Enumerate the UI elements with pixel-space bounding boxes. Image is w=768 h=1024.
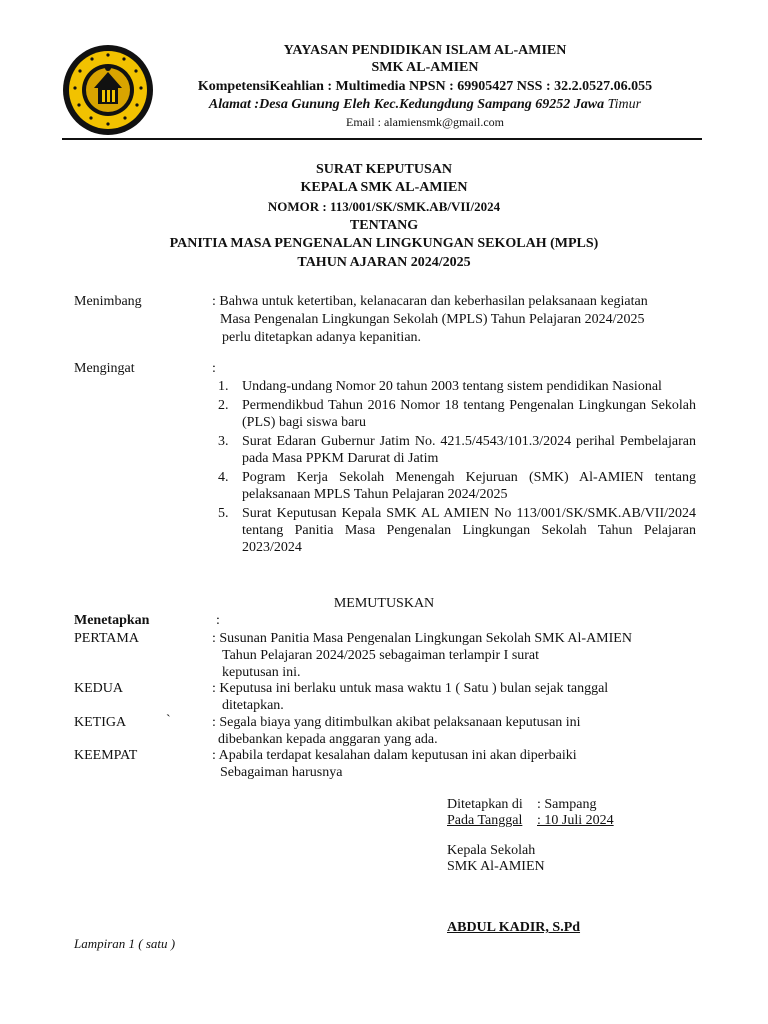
mengingat-colon: : <box>212 361 216 376</box>
ketiga-line1: : Segala biaya yang ditimbulkan akibat pelaksanaan keputusan ini <box>212 715 581 730</box>
title-about: TENTANG <box>349 218 419 233</box>
signer-role2: SMK Al-AMIEN <box>447 859 545 874</box>
date-value: : 10 Juli 2024 <box>537 813 614 828</box>
title-subject: PANITIA MASA PENGENALAN LINGKUNGAN SEKOLAH (MPLS) <box>169 236 599 251</box>
keempat-line2: Sebagaiman harusnya <box>220 765 343 780</box>
address-tail: Timur <box>607 97 642 112</box>
pertama-line3: keputusan ini. <box>222 665 301 680</box>
list-item: 5. Surat Keputusan Kepala SMK AL AMIEN No 113/001/SK/SMK.AB/VII/2024 tentang Panitia Masa Pengenalan Lingkungan Sekolah Tahun Pelajaran 2023/2024 <box>218 506 696 555</box>
menetapkan-label: Menetapkan <box>74 613 150 628</box>
pertama-label: PERTAMA <box>74 631 139 646</box>
letterhead-divider <box>62 138 702 140</box>
signer-name: ABDUL KADIR, S.Pd <box>447 920 581 935</box>
place-label: Ditetapkan di <box>447 797 523 812</box>
list-item: 1. Undang-undang Nomor 20 tahun 2003 tentang sistem pendidikan Nasional <box>218 379 662 394</box>
keempat-label: KEEMPAT <box>74 748 138 763</box>
ketiga-line2: dibebankan kepada anggaran yang ada. <box>218 732 438 747</box>
kedua-label: KEDUA <box>74 681 123 696</box>
list-item: 3. Surat Edaran Gubernur Jatim No. 421.5/4543/101.3/2024 perihal Pembelajaran pada Masa PPKM Darurat di Jatim <box>218 434 696 466</box>
keempat-line1: : Apabila terdapat kesalahan dalam keputusan ini akan diperbaiki <box>212 748 577 763</box>
title-year: TAHUN AJARAN 2024/2025 <box>297 255 471 270</box>
memutuskan-heading: MEMUTUSKAN <box>333 596 435 611</box>
menimbang-line1: : Bahwa untuk ketertiban, kelanacaran dan keberhasilan pelaksanaan kegiatan <box>212 294 648 309</box>
list-item: 2. Permendikbud Tahun 2016 Nomor 18 tentang Pengenalan Lingkungan Sekolah (PLS) bagi siswa baru <box>218 398 696 430</box>
attachment-note: Lampiran 1 ( satu ) <box>74 936 176 951</box>
address-italic: Alamat :Desa Gunung Eleh Kec.Kedungdung Sampang 69252 Jawa <box>208 97 605 112</box>
pertama-line1: : Susunan Panitia Masa Pengenalan Lingkungan Sekolah SMK Al-AMIEN <box>212 631 632 646</box>
title-line2: KEPALA SMK AL-AMIEN <box>300 180 468 195</box>
menimbang-label: Menimbang <box>74 294 142 309</box>
mengingat-list <box>218 378 696 558</box>
place-value: : Sampang <box>537 797 597 812</box>
menimbang-line3: perlu ditetapkan adanya kepanitian. <box>222 330 422 345</box>
title-line1: SURAT KEPUTUSAN <box>315 162 452 177</box>
kedua-line1: : Keputusa ini berlaku untuk masa waktu 1 ( Satu ) bulan sejak tanggal <box>212 681 609 696</box>
kedua-line2: ditetapkan. <box>222 698 284 713</box>
school-emblem-icon <box>62 44 154 136</box>
signer-role1: Kepala Sekolah <box>447 843 536 858</box>
list-item: 4. Pogram Kerja Sekolah Menengah Kejuruan (SMK) Al-AMIEN tentang pelaksanaan MPLS Tahun Pelajaran 2024/2025 <box>218 470 696 502</box>
menimbang-line2: Masa Pengenalan Lingkungan Sekolah (MPLS) Tahun Pelajaran 2024/2025 <box>220 312 645 327</box>
ketiga-label: KETIGA <box>74 715 127 730</box>
competency-line: KompetensiKeahlian : Multimedia NPSN : 69905427 NSS : 32.2.0527.06.055 <box>197 79 653 94</box>
mengingat-label: Mengingat <box>74 361 135 376</box>
menetapkan-colon: : <box>216 613 220 628</box>
address-line <box>170 96 680 114</box>
pertama-line2: Tahun Pelajaran 2024/2025 sebagaiman terlampir I surat <box>222 648 540 663</box>
ketiga-mark: ` <box>166 713 171 728</box>
school-logo <box>62 44 154 136</box>
school-name: SMK AL-AMIEN <box>371 60 479 75</box>
date-label: Pada Tanggal <box>447 813 523 828</box>
foundation-name: YAYASAN PENDIDIKAN ISLAM AL-AMIEN <box>283 43 567 58</box>
email-line: Email : alamiensmk@gmail.com <box>345 115 504 129</box>
decree-number: NOMOR : 113/001/SK/SMK.AB/VII/2024 <box>267 199 501 214</box>
